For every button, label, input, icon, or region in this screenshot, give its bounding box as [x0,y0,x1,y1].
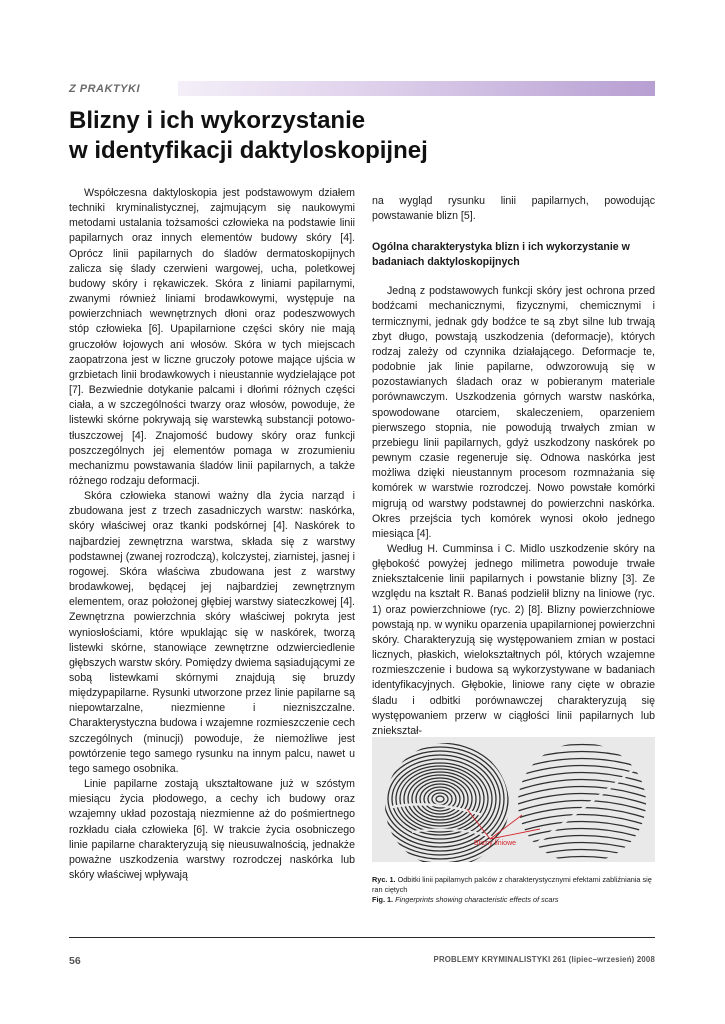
left-column [69,186,355,883]
paragraph: Skóra człowieka stanowi ważny dla życia narząd i zbudowana jest z trzech zasadniczych warstw: naskórka, skóry właściwej oraz tkanki podskórnej [4]. Naskórek to najbardziej zewnętrzna warstwa, składa się z warstwy podstawnej (zwanej rozrodczą), kolczystej, ziarnistej, jasnej i rogowej. Skóra właściwa zbudowana jest z warstwy brodawkowej, będącej jej najbardziej zewnętrznym elementem, oraz położonej głębiej warstwy siateczkowej [4]. Zewnętrzna powierzchnia skóry właściwej pokryta jest wyniosłościami, które wpuklając się w naskórek, tworzą listewki skórne, stanowiące zewnętrzne odzwierciedlenie głębszych warstw skóry. Pomiędzy dwiema sąsiadującymi ze sobą listewkami skórnymi znajdują się bruzdy międzypapilarne. Rysunki utworzone przez linie papilarne są niepowtarzalne, niezmienne i niezniszczalne. Charakterystyczna budowa i wzajemne rozmieszczenie cech szczególnych (minucji) powoduje, że niemożliwe jest powtórzenie tego samego rysunku na innym palcu, nawet u tego samego osobnika. [69,490,355,775]
title-line-1: Blizny i ich wykorzystanie [69,107,366,134]
section-label: Z PRAKTYKI [69,83,140,95]
fingerprint-figure [372,737,655,862]
caption-number-en: Fig. 1. [372,895,394,905]
subheading: Ogólna charakterystyka blizn i ich wykorzystanie w badaniach daktyloskopijnych [372,241,630,269]
caption-number: Ryc. 1. [372,875,396,884]
right-column [372,194,655,739]
title-line-2: w identyfikacji daktyloskopijnej [69,137,428,164]
figure-caption [372,875,655,906]
paragraph: Linie papilarne zostają ukształtowane już w szóstym miesiącu życia płodowego, a cechy ich budowy oraz wzajemny układ pozostają niezmienne aż do pośmiertnego rozkładu ciała człowieka [6]. W trakcie życia osobniczego linie papilarne charakteryzują się nieusuwalnością, jednakże poważne uszkodzenia warstwy rozrodczej naskórka lub skóry właściwej wpływają [69,778,355,882]
page-number: 56 [69,955,81,967]
footer-divider [69,937,655,938]
paragraph: na wygląd rysunku linii papilarnych, powodując powstawanie blizn [5]. [372,195,655,223]
caption-english: Fingerprints showing characteristic effects of scars [395,895,559,905]
article-title [69,106,428,166]
paragraph: Jedną z podstawowych funkcji skóry jest ochrona przed bodźcami mechanicznymi, fizycznymi, chemicznymi i termicznymi, jednak gdy bodźce te są zbyt silne lub trwają zbyt długo, powstają uszkodzenia (deformacje), których rodzaj zależy od czynnika działającego. Deformacje te, podobnie jak linie papilarne, odwzorowują się w pozostawianych śladach oraz w pobieranym materiale porównawczym. Uszkodzenia górnych warstw naskórka, spowodowane otarciem, skaleczeniem, oparzeniem pierwszego stopnia, nie powodują trwałych zmian w przebiegu linii papilarnych, gdyż uszkodzony naskórek po pewnym czasie regeneruje się. Odnowa naskórka jest możliwa dzięki nieustannym procesom rozmnażania się komórek w warstwie rozrodczej. Nowo powstałe komórki migrują od warstwy podstawnej do powierzchni naskórka. Okres przejścia tych komórek wynosi około jednego miesiąca [4]. [372,285,655,540]
caption-polish: Odbitki linii papilarnych palców z charakterystycznymi efektami zabliźniania się ran ciętych [372,875,652,895]
journal-info: PROBLEMY KRYMINALISTYKI 261 (lipiec–wrzesień) 2008 [433,955,655,964]
figure-label: Blizny liniowe [474,840,517,847]
paragraph: Współczesna daktyloskopia jest podstawowym działem techniki kryminalistycznej, zajmującym się naukowymi metodami ustalania tożsamości człowieka na podstawie linii papilarnych oraz innych elementów budowy skóry [4]. Oprócz linii papilarnych do śladów dermatoskopijnych zalicza się ślady czerwieni wargowej, ucha, poletkowej budowy skóry i rękawiczek. Skóra z liniami papilarnymi, zwanymi również liniami brodawkowymi, występuje na powierzchniach wewnętrznych dłoni oraz podeszwowych stóp człowieka [6]. Upapilarnione części skóry nie mają gruczołów łojowych ani włosów. Skóra w tych miejscach zaopatrzona jest w liczne gruczoły potowe mające ujścia w grzbietach linii brodawkowych i nieustannie wydzielające pot [7]. Bezwiednie dotykanie palcami i dłońmi różnych części ciała, a w szczególności twarzy oraz włosów, powoduje, że listewki skórne pokrywają się warstewką substancji potowo-tłuszczowej [4]. Znajomość budowy skóry oraz funkcji poszczególnych jej elementów pomaga w zrozumieniu mechanizmu powstawania śladów linii papilarnych, a także różnego rodzaju deformacji. [69,187,355,487]
paragraph: Według H. Cumminsa i C. Midlo uszkodzenie skóry na głębokość powyżej jednego milimetra powoduje trwałe zniekształcenie linii papilarnych i powstanie blizny [3]. Ze względu na kształt R. Banaś podzielił blizny na liniowe (ryc. 1) oraz powierzchniowe (ryc. 2) [8]. Blizny powierzchniowe powstają np. w wyniku oparzenia upapilarnionej powierzchni skóry. Charakteryzują się występowaniem zmian w postaci licznych, płaskich, wielokształtnych pól, których wzajemne rozmieszczenie i budowa są wykorzystywane w badaniach identyfikacyjnych. Głębokie, liniowe rany cięte w obrazie śladu i odbitki porównawczej charakteryzują się występowaniem przerw w ciągłości linii papilarnych lub zniekształ- [372,542,655,737]
section-color-bar [178,81,655,96]
